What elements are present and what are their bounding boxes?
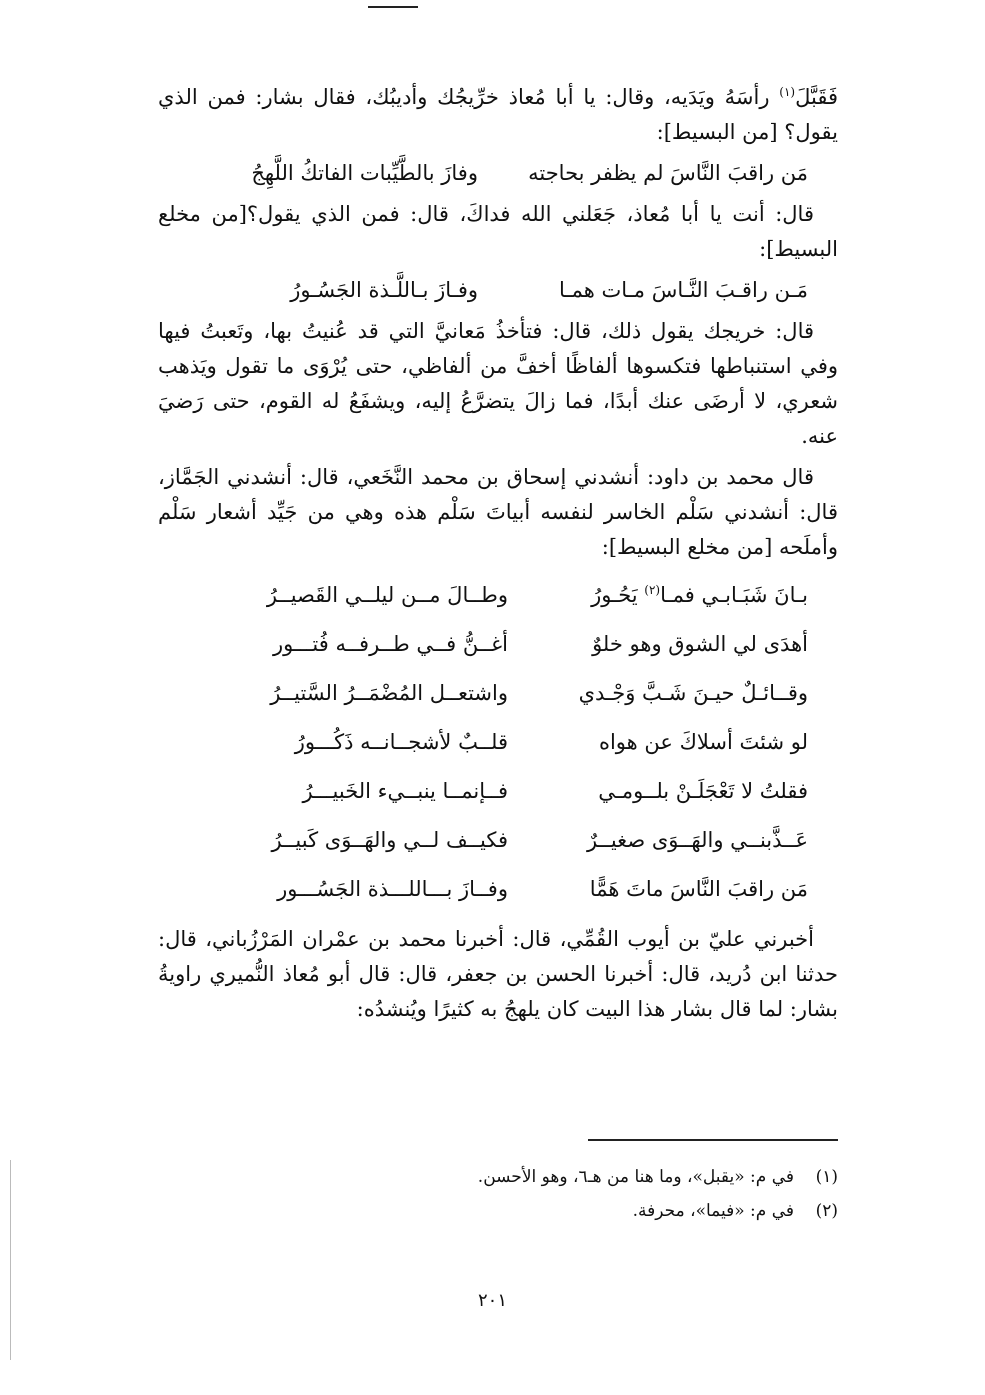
verse-2 [158,273,838,308]
poem-line-2-second: أغــنُّ فــي طــرفــه فُتـــور [272,632,508,656]
poem-line-3-second: واشتعــل المُضْمَــرُ السَّتيــرُ [270,681,508,705]
paragraph-1-start: فَقَبَّلَ [795,85,838,109]
verse-1-first-hemistich: مَن راقبَ النَّاسَ لم يظفر بحاجته [528,161,808,185]
footnote-text: في م: «فيما»، محرفة. [632,1201,794,1221]
footnote-number: (١) [815,1167,838,1187]
poem-line-7-first: مَن راقبَ النَّاسَ ماتَ هَمًّا [589,877,808,901]
poem-line-1-second: وطــالَ مــن ليلــي القَصيــرُ [266,583,508,607]
footnote-ref-1: (١) [779,85,796,99]
scan-margin-line [10,1160,11,1360]
page-number: ٢٠١ [477,1290,507,1311]
footnote [158,1194,838,1228]
poem-line-4-first: لو شئتَ أسلاكَ عن هواه [598,730,808,754]
poem-line-4-second: قلــبٌ لأشجــانــه ذَكُـــورُ [294,730,508,754]
poem-line [158,767,808,816]
poem-line [158,571,808,620]
paragraph-5: أخبرني عليّ بن أيوب القُمِّي، قال: أخبرنا محمد بن عمْران المَرْزُباني، قال: حدثنا ابن دُريد، قال: أخبرنا الحسن بن جعفر، قال: قال أبو مُعاذ النُّميري راويةُ بشار: لما قال بشار هذا البيت كان يلهجُ به كثيرًا ويُنشدُه: [158,927,838,1021]
poem-line [158,669,808,718]
footnote-ref-2: (٢) [644,583,661,597]
poem-line-7-second: وفــازَ بـــاللـــذة الجَسُـــور [277,877,508,901]
verse-1-second-hemistich: وفازَ بالطَّيِّبات الفاتكُ اللَّهِجُ [251,161,478,185]
poem-line [158,865,808,914]
poem-line-6-second: فكيــف لــي والهَــوَى كَبيــرُ [271,828,508,852]
paragraph-1 [158,80,838,150]
footnote [158,1160,838,1194]
paragraph-4: قال محمد بن داود: أنشدني إسحاق بن محمد النَّخَعي، قال: أنشدني الجَمَّاز، قال: أنشدني سَلْم الخاسر لنفسه أبياتَ سَلْم هذه وهي من جَيِّد أشعار سَلْم وأملَحه [من مخلع البسيط]: [158,465,838,559]
poem-line-2-first: أهدَى لي الشوق وهو خلوٌ [592,632,808,656]
poem-line-1-first [508,571,808,620]
paragraph-2: قال: أنت يا أبا مُعاذ، جَعَلني الله فداكَ، قال: فمن الذي يقول؟[من مخلع البسيط]: [158,202,838,261]
paragraph-3: قال: خريجك يقول ذلك، قال: فتأخذُ مَعانيَّ التي قد عُنيتُ بها، وتَعبتُ فيها وفي استنباطها فتكسوها ألفاظًا أخفَّ من ألفاظي، حتى يُرْوَى ما تقول ويَذهب شعري، لا أرضَى عنك أبدًا، فما زالَ يتضرَّعُ إليه، ويشفَعُ له القوم، حتى رَضيَ عنه. [158,319,838,448]
poem-line-5-second: فــإنمــا ينبــيء الخَبيـــرُ [302,779,508,803]
poem-line [158,620,808,669]
poem-line-6-first: عَــذَّبنــي والهَــوَى صغيــرٌ [586,828,808,852]
footnote-number: (٢) [815,1201,838,1221]
poem-line [158,718,808,767]
poem-line-1-first-text: بـانَ شَبَـابـي فمـا [660,583,808,607]
verse-1 [158,156,838,191]
paragraph-1-rest: رأسَهُ ويَدَيه، وقال: يا أبا مُعاذ خرِّيجُك وأديبُك، فقال بشار: فمن الذي يقول؟ [من البسيط]: [158,85,838,144]
poem-line-1-first-end: يَحُـورُ [591,583,645,607]
verse-2-first-hemistich: مَـن راقـبَ النَّـاسَ مـات همـا [559,278,808,302]
footnotes [158,1160,838,1228]
footnote-separator [588,1139,838,1141]
poem-line [158,816,808,865]
top-rule [368,6,418,8]
poem-line-5-first: فقلتُ لا تَعْجَلَـنْ بلــومـي [598,779,808,803]
poem [158,571,838,914]
verse-2-second-hemistich: وفـازَ بـاللَّـذة الجَسُـورُ [290,278,478,302]
footnote-text: في م: «يقبل»، وما هنا من هـ٦، وهو الأحسن. [477,1167,794,1187]
main-text [158,80,838,1033]
poem-line-3-first: وقــائـلٌ حيـنَ شَـبَّ وَجْـدي [578,681,808,705]
